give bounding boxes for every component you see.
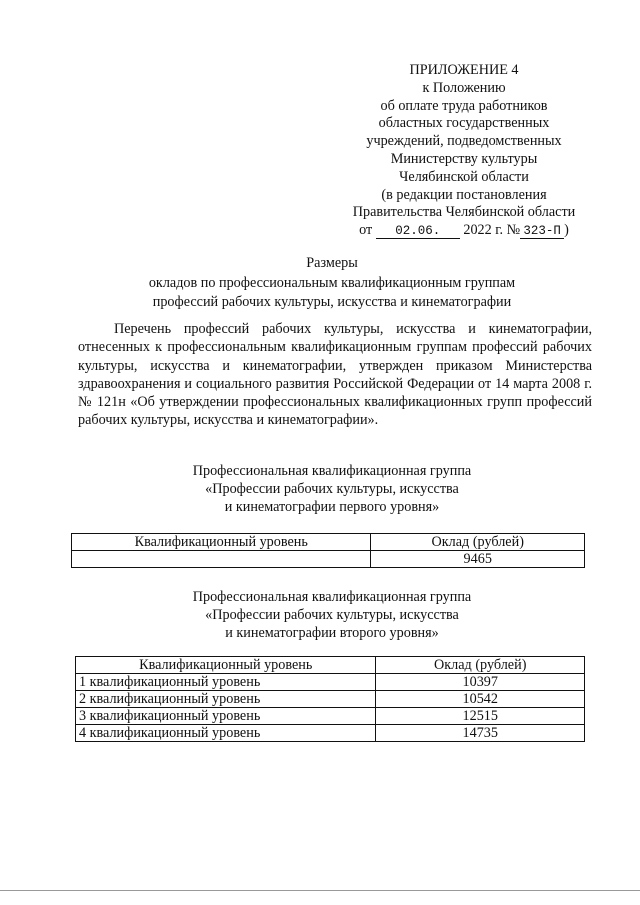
appendix-line: об оплате труда работников [380,97,548,114]
column-header: Квалификационный уровень [72,534,371,551]
level-cell: 2 квалификационный уровень [76,691,376,708]
appendix-line: (в редакции постановления [381,186,547,203]
title-line: профессий рабочих культуры, искусства и кинематографии [152,294,512,310]
intro-paragraph: Перечень профессий рабочих культуры, искусства и кинематографии, отнесенных к профессиональным квалификационным группам профессий рабочих культуры, искусства и кинематографии, утвержден приказом Министерства здравоохранения и социального развития Российской Федерации от 14 марта 2008 г. № 121н «Об утверждении профессиональных квалификационных групп профессий рабочих культуры, искусства и кинематографии». [78,321,592,429]
appendix-title: ПРИЛОЖЕНИЕ 4 [409,62,519,78]
appendix-line: учреждений, подведомственных [366,133,562,150]
level-cell [72,551,371,568]
salary-cell: 14735 [376,725,585,742]
appendix-line: областных государственных [378,115,550,132]
salary-cell: 12515 [376,708,585,725]
group-heading-line: Профессиональная квалификационная группа [192,463,472,479]
salary-cell: 10542 [376,691,585,708]
date-prefix: от [359,222,373,239]
year-text: 2022 г. № [463,222,521,239]
table-row [76,691,585,708]
appendix-line: Министерству культуры [390,150,538,167]
group1-heading [60,463,604,516]
appendix-line: Правительства Челябинской области [352,204,576,221]
close-paren: ) [564,222,569,239]
level-cell: 1 квалификационный уровень [76,674,376,691]
column-header: Оклад (рублей) [371,534,585,551]
column-header: Квалификационный уровень [76,657,376,674]
group2-table [75,656,585,742]
date-value: 02.06. [376,224,460,239]
table-header-row [76,657,585,674]
appendix-line: к Положению [422,79,506,96]
table-row [76,725,585,742]
table-row [72,551,585,568]
page-bottom-rule [0,890,640,891]
document-title [60,254,604,313]
group-heading-line: и кинематографии второго уровня» [225,624,439,641]
decree-number: 323-П [520,224,564,239]
appendix-date-line [330,222,598,240]
level-cell: 3 квалификационный уровень [76,708,376,725]
table-header-row [72,534,585,551]
appendix-header [330,62,598,240]
title-line: окладов по профессиональным квалификационным группам [148,274,516,291]
salary-cell: 10397 [376,674,585,691]
column-header: Оклад (рублей) [376,657,585,674]
table-row [76,674,585,691]
title-line: Размеры [306,255,358,271]
level-cell: 4 квалификационный уровень [76,725,376,742]
table-row [76,708,585,725]
group-heading-line: Профессиональная квалификационная группа [192,589,472,605]
salary-cell: 9465 [371,551,585,568]
appendix-line: Челябинской области [399,168,529,185]
group1-table [71,533,585,568]
group-heading-line: «Профессии рабочих культуры, искусства [205,480,459,497]
group-heading-line: «Профессии рабочих культуры, искусства [205,606,459,623]
group-heading-line: и кинематографии первого уровня» [224,498,440,515]
group2-heading [60,589,604,642]
